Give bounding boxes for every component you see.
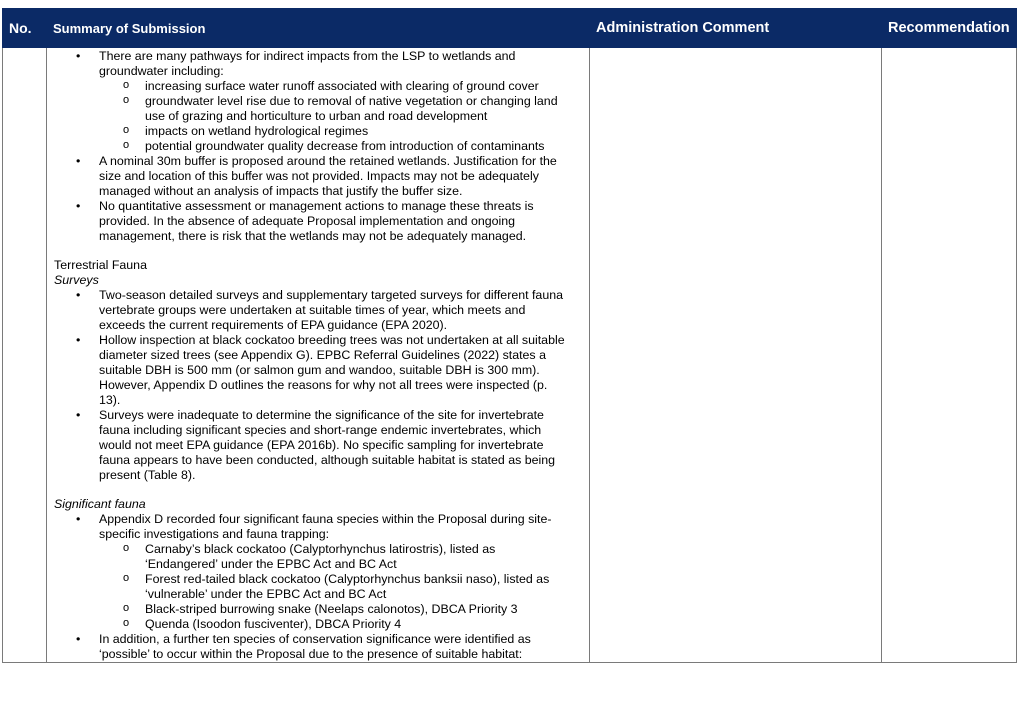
bullet-line: specific investigations and fauna trapping:	[99, 527, 330, 541]
bullet-line: ‘possible’ to occur within the Proposal due to the presence of suitable habitat:	[99, 647, 523, 661]
bullet-line: managed without an analysis of impacts that justify the buffer size.	[99, 184, 463, 198]
bullet-line: 13).	[99, 393, 121, 407]
sub-bullet-line: o Quenda (Isoodon fusciventer), DBCA Priority 4	[54, 617, 583, 632]
significant-sub-bullet	[54, 572, 583, 602]
spacer	[54, 483, 583, 497]
bullet-line: • No quantitative assessment or management actions to manage these threats is	[54, 199, 583, 214]
submission-table	[2, 8, 1017, 663]
sub-bullet-line: o Forest red-tailed black cockatoo (Calyptorhynchus banksii naso), listed as	[54, 572, 583, 587]
sub-bullet-line: o impacts on wetland hydrological regimes	[54, 124, 583, 139]
bullet-line: groundwater including:	[99, 64, 224, 78]
wetlands-sub-bullet	[54, 79, 583, 94]
significant-sub-bullet	[54, 602, 583, 617]
wetlands-bullet	[54, 154, 583, 199]
significant-fauna-heading: Significant fauna	[54, 497, 146, 511]
sub-bullet-line: o potential groundwater quality decrease from introduction of contaminants	[54, 139, 583, 154]
surveys-bullet	[54, 288, 583, 333]
significant-bullet	[54, 632, 583, 662]
bullet-line: • Hollow inspection at black cockatoo breeding trees was not undertaken at all suitable	[54, 333, 583, 348]
bullet-line: • Surveys were inadequate to determine the significance of the site for invertebrate	[54, 408, 583, 423]
bullet-line: • There are many pathways for indirect impacts from the LSP to wetlands and	[54, 49, 583, 64]
bullet-line: • Two-season detailed surveys and supplementary targeted surveys for different fauna	[54, 288, 583, 303]
bullet-line: • Appendix D recorded four significant fauna species within the Proposal during site-	[54, 512, 583, 527]
wetlands-sub-bullet	[54, 139, 583, 154]
bullet-line: would not meet EPA guidance (EPA 2016b). No specific sampling for invertebrate	[99, 438, 544, 452]
header-no: No.	[3, 9, 47, 48]
wetlands-sub-bullet	[54, 124, 583, 139]
bullet-line: management, there is risk that the wetlands may not be adequately managed.	[99, 229, 527, 243]
wetlands-sub-bullet	[54, 94, 583, 124]
table-header-row	[3, 9, 1017, 48]
wetlands-bullet	[54, 199, 583, 244]
sub-bullet-line: o groundwater level rise due to removal of native vegetation or changing land	[54, 94, 583, 109]
table-row	[3, 48, 1017, 663]
surveys-heading: Surveys	[54, 273, 99, 287]
recommendation-cell	[882, 48, 1017, 663]
summary-cell	[47, 48, 590, 663]
no-cell	[3, 48, 47, 663]
bullet-line: present (Table 8).	[99, 468, 196, 482]
bullet-line: vertebrate groups were undertaken at suitable times of year, which meets and	[99, 303, 526, 317]
bullet-line: • A nominal 30m buffer is proposed around the retained wetlands. Justification for the	[54, 154, 583, 169]
header-admin-comment: Administration Comment	[590, 9, 882, 48]
significant-bullet	[54, 512, 583, 542]
fauna-heading: Terrestrial Fauna	[54, 258, 147, 272]
significant-sub-bullet	[54, 617, 583, 632]
header-summary: Summary of Submission	[47, 9, 590, 48]
wetlands-bullet	[54, 49, 583, 79]
bullet-line: However, Appendix D outlines the reasons for why not all trees were inspected (p.	[99, 378, 548, 392]
sub-bullet-line: o increasing surface water runoff associated with clearing of ground cover	[54, 79, 583, 94]
bullet-line: diameter sized trees (see Appendix G). EPBC Referral Guidelines (2022) states a	[99, 348, 546, 362]
bullet-line: • In addition, a further ten species of conservation significance were identified as	[54, 632, 583, 647]
admin-comment-cell	[590, 48, 882, 663]
sub-bullet-line: ‘vulnerable’ under the EPBC Act and BC Act	[145, 587, 387, 601]
bullet-line: fauna appears to have been conducted, although suitable habitat is stated as being	[99, 453, 556, 467]
bullet-line: exceeds the current requirements of EPA guidance (EPA 2020).	[99, 318, 448, 332]
sub-bullet-line: use of grazing and horticulture to urban and road development	[145, 109, 488, 123]
bullet-line: size and location of this buffer was not provided. Impacts may not be adequately	[99, 169, 539, 183]
bullet-line: provided. In the absence of adequate Proposal implementation and ongoing	[99, 214, 516, 228]
surveys-bullet	[54, 333, 583, 408]
surveys-bullet	[54, 408, 583, 483]
header-recommendation: Recommendation	[882, 9, 1017, 48]
submission-table-page	[2, 8, 1016, 663]
spacer	[54, 244, 583, 258]
sub-bullet-line: o Carnaby’s black cockatoo (Calyptorhynchus latirostris), listed as	[54, 542, 583, 557]
sub-bullet-line: o Black-striped burrowing snake (Neelaps calonotos), DBCA Priority 3	[54, 602, 583, 617]
bullet-line: suitable DBH is 500 mm (or salmon gum and wandoo, suitable DBH is 300 mm).	[99, 363, 540, 377]
bullet-line: fauna including significant species and short-range endemic invertebrates, which	[99, 423, 542, 437]
sub-bullet-line: ‘Endangered’ under the EPBC Act and BC Act	[145, 557, 397, 571]
significant-sub-bullet	[54, 542, 583, 572]
